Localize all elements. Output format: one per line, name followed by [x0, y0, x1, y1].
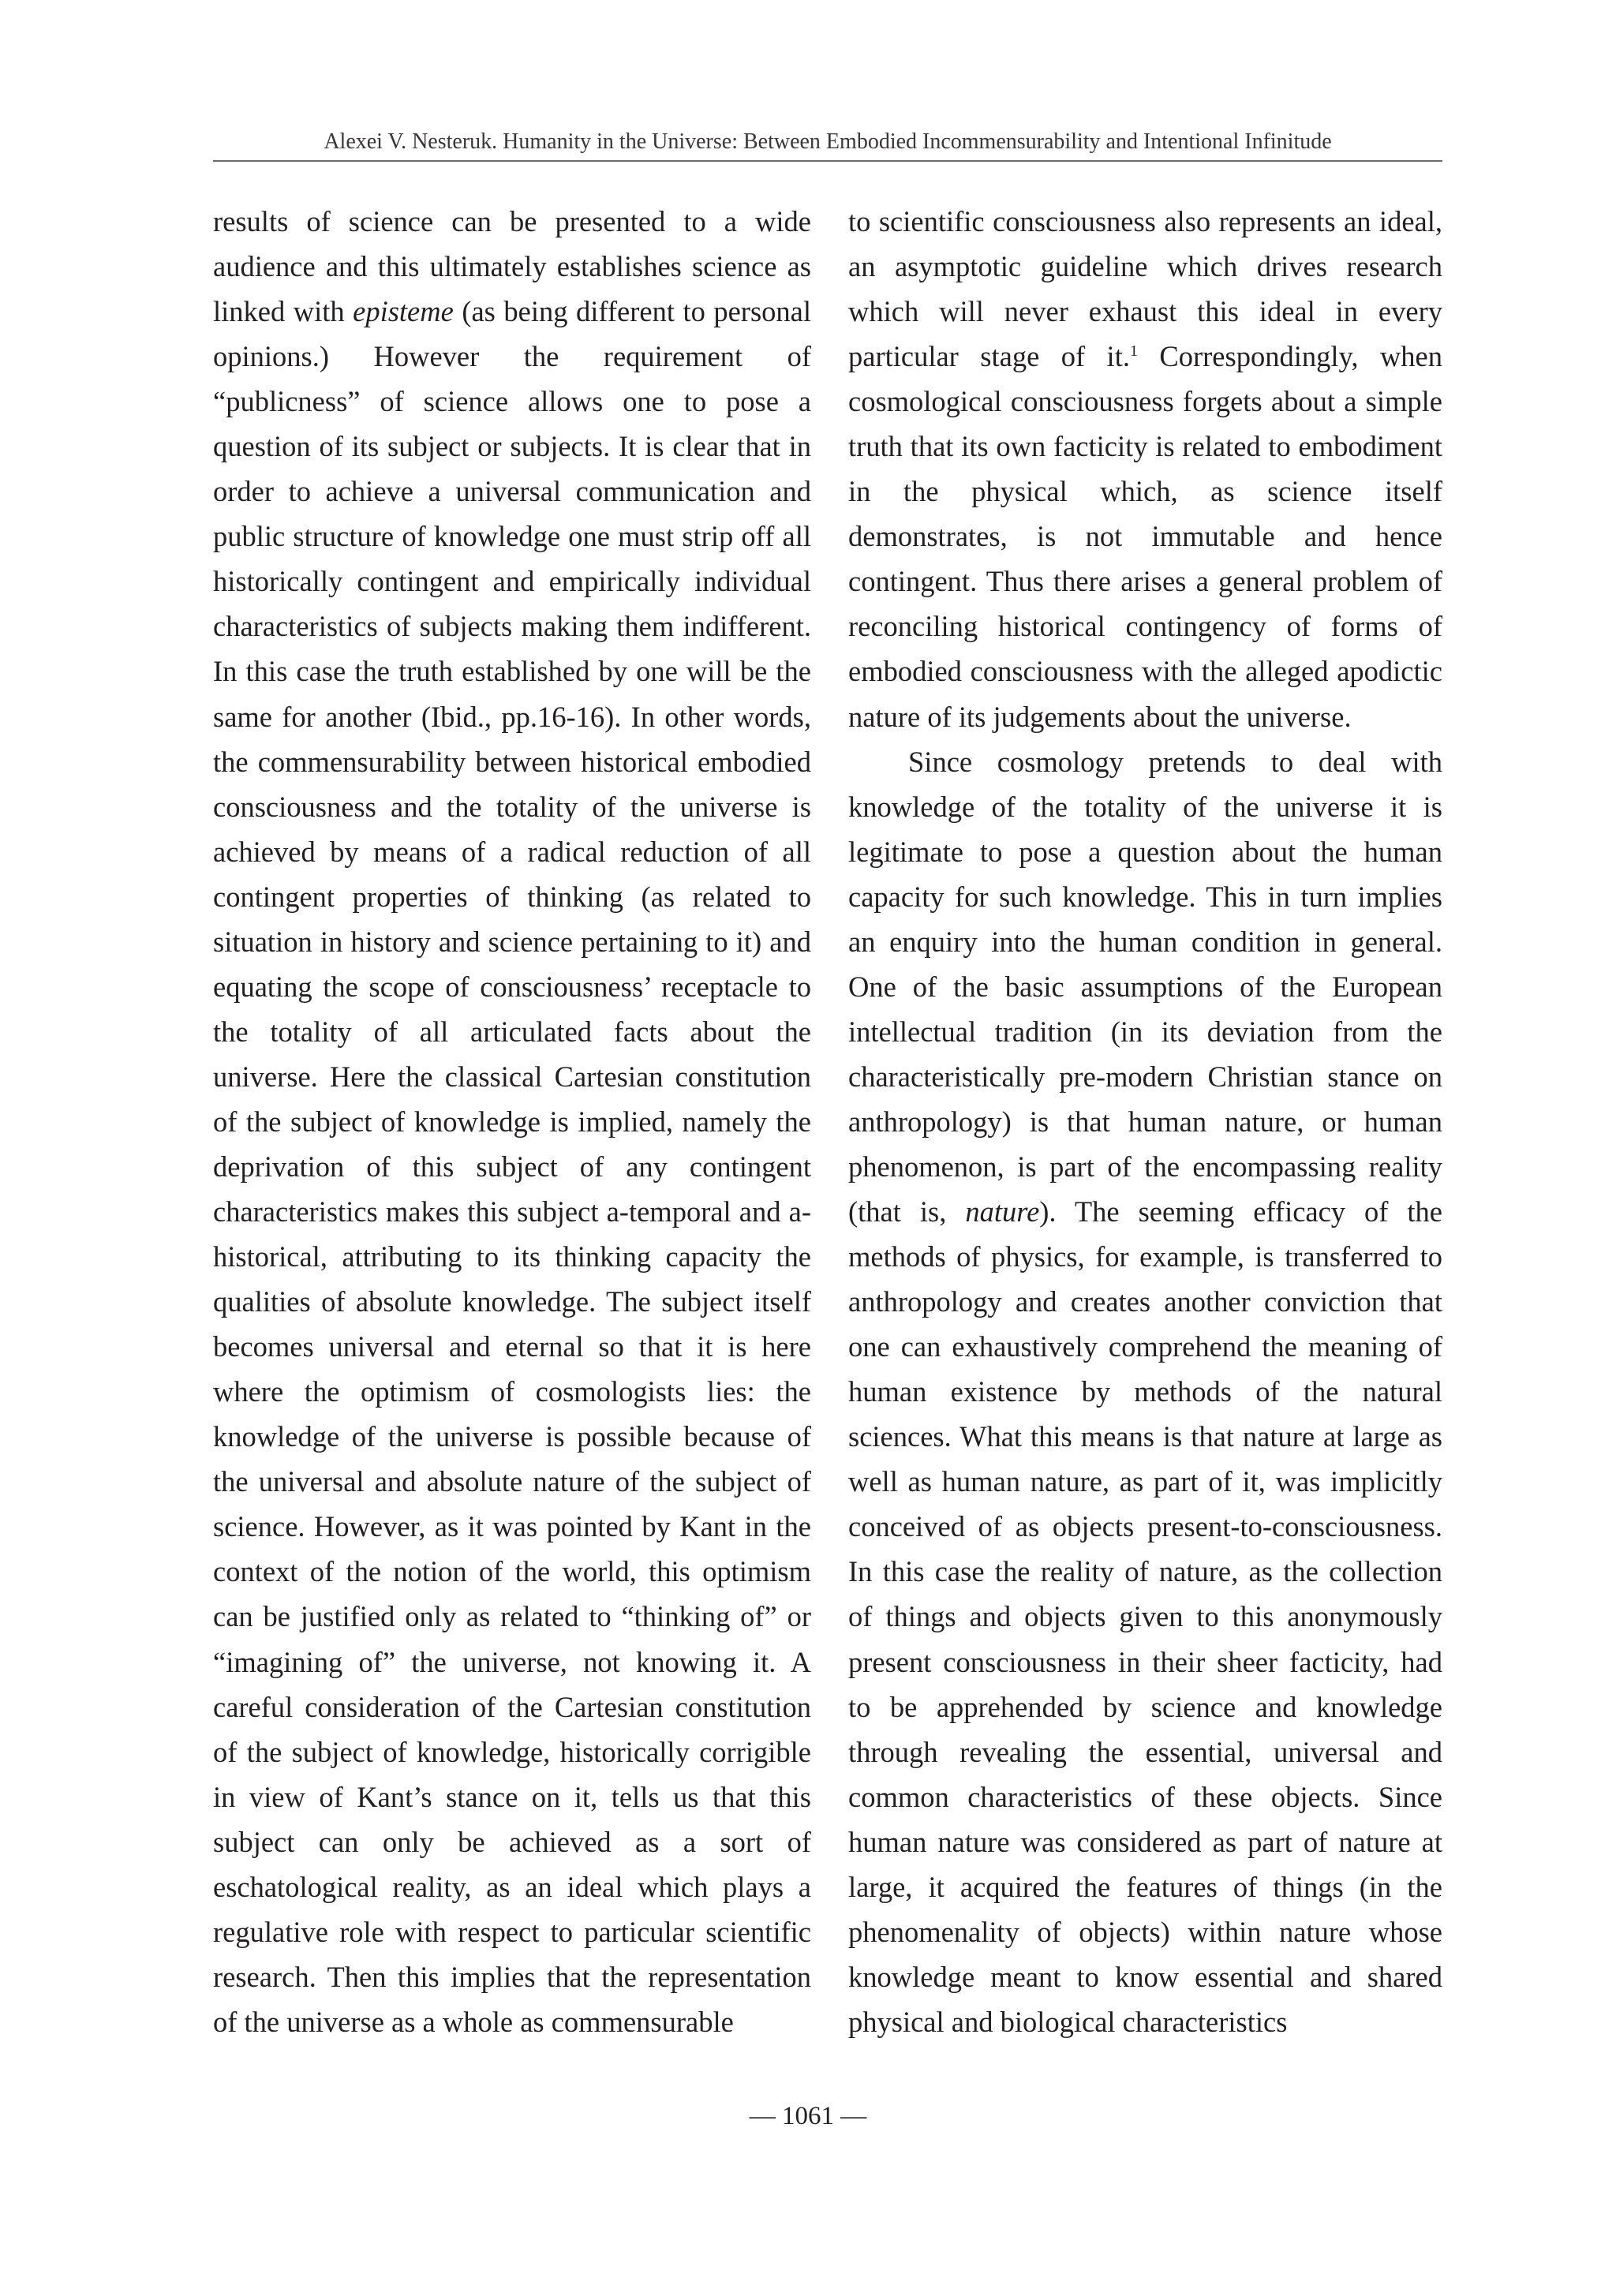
footnote-marker: 1	[1129, 342, 1138, 360]
left-p1-text-b: (as being different to personal opinions.) However the requirement of “publicness” of science allows one to pose a question of its subject or subjects. It is clear that in order to achieve a universal communication and public structure of knowledge one must strip off all historically contingent and empirically individual characteristics of subjects making them indifferent. In this case the truth established by one will be the same for another (Ibid., pp.16-16). In other words, the commensurability between historical embodied consciousness and the totality of the universe is achieved by means of a radical reduction of all contingent properties of thinking (as related to situation in history and science pertaining to it) and equating the scope of consciousness’ receptacle to the totality of all articulated facts about the universe. Here the classical Cartesian constitution of the subject of knowledge is implied, namely the deprivation of this subject of any contingent characteristics makes this subject a-temporal and a-historical, attributing to its thinking capacity the qualities of absolute knowledge. The subject itself becomes universal and eternal so that it is here where the optimism of cosmologists lies: the knowledge of the universe is possible because of the universal and absolute nature of the subject of science. However, as it was pointed by Kant in the context of the notion of the world, this optimism can be justified only as related to “thinking of” or “imagining of” the universe, not knowing it. A careful consideration of the Cartesian constitution of the subject of knowledge, historically corrigible in view of Kant’s stance on it, tells us that this subject can only be achieved as a sort of eschatological reality, as an ideal which plays a regulative role with respect to particular scientific research. Then this implies that the representation of the universe as a whole as commensurable	[213, 295, 811, 2038]
left-column	[213, 199, 811, 2044]
running-header: Alexei V. Nesteruk. Humanity in the Universe: Between Embodied Incommensurability and Intentional Infinitude	[324, 129, 1332, 154]
right-paragraph-2	[848, 739, 1442, 2044]
right-p2-text-b: ). The seeming efficacy of the methods of physics, for example, is transferred to anthropology and creates another conviction that one can exhaustively comprehend the meaning of human existence by methods of the natural sciences. What this means is that nature at large as well as human nature, as part of it, was implicitly conceived of as objects present-to-consciousness. In this case the reality of nature, as the collection of things and objects given to this anonymously present consciousness in their sheer facticity, had to be apprehended by science and knowledge through revealing the essential, universal and common characteristics of these objects. Since human nature was considered as part of nature at large, it acquired the features of things (in the phenomenality of objects) within nature whose knowledge meant to know essential and shared physical and biological characteristics	[848, 1195, 1443, 2038]
right-p1-text-b: Correspondingly, when cosmological consciousness forgets about a simple truth that its own facticity is related to embodiment in the physical which, as science itself demonstrates, is not immutable and hence contingent. Thus there arises a general problem of reconciling historical contingency of forms of embodied consciousness with the alleged apodictic nature of its judgements about the universe.	[848, 340, 1442, 733]
right-p2-text-a: Since cosmology pretends to deal with knowledge of the totality of the universe it is legitimate to pose a question about the human capacity for such knowledge. This in turn implies an enquiry into the human condition in general. One of the basic assumptions of the European intellectual tradition (in its deviation from the characteristically pre-modern Christian stance on anthropology) is that human nature, or human phenomenon, is part of the encompassing reality (that is,	[848, 745, 1442, 1228]
right-paragraph-1	[848, 199, 1442, 739]
right-p2-italic-nature: nature	[965, 1195, 1040, 1228]
page-number: — 1061 —	[749, 2102, 867, 2130]
left-paragraph-1	[213, 199, 811, 2044]
left-p1-italic-episteme: episteme	[353, 295, 454, 328]
right-column	[848, 199, 1442, 2044]
left-p1-text-a: results of science can be presented to a wide audience and this ultimately establishes science as linked with	[213, 205, 811, 328]
header-rule	[213, 160, 1442, 162]
right-p1-text-a: to scientific consciousness also represents an ideal, an asymptotic guideline which drives research which will never exhaust this ideal in every particular stage of it.	[848, 205, 1442, 373]
